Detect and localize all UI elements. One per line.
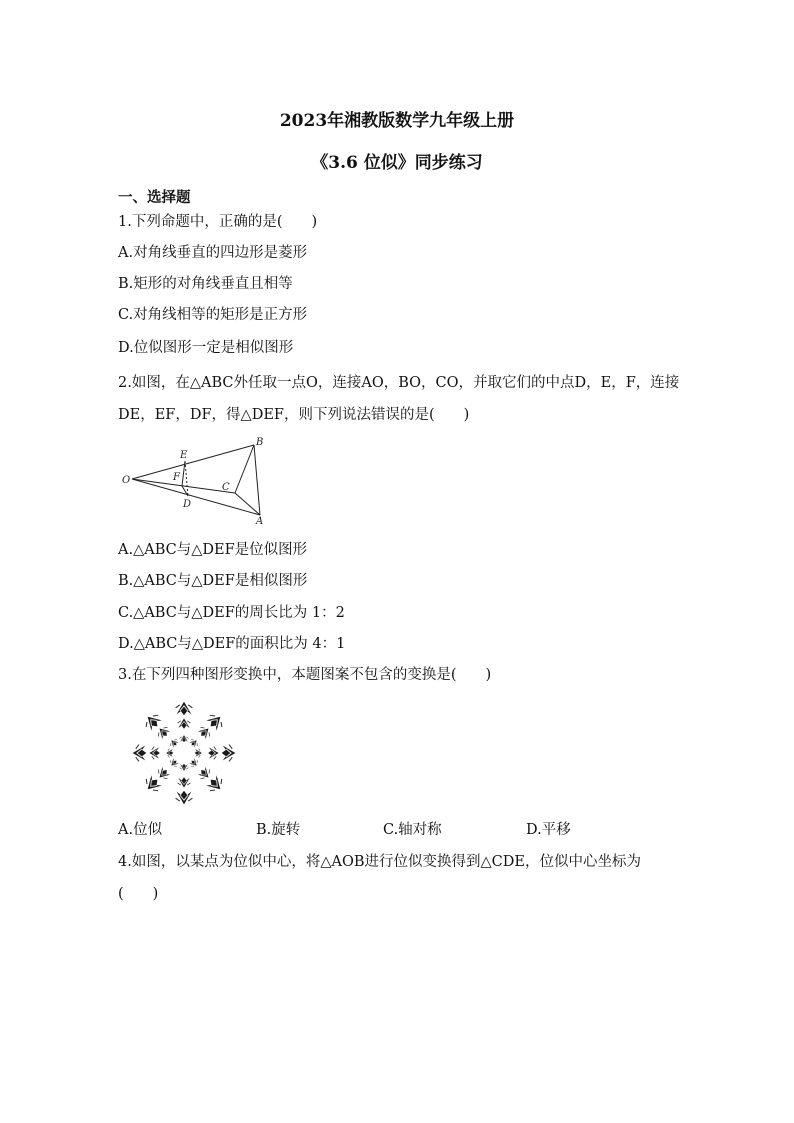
segment-ed-dashed	[185, 461, 188, 496]
document-title: 2023年湘教版数学九年级上册	[279, 111, 515, 131]
label-o: O	[122, 475, 131, 486]
question-2-option-d: D.△ABC与△DEF的面积比为 4：1	[118, 636, 346, 652]
label-e: E	[180, 450, 188, 461]
pattern-motif	[188, 737, 199, 748]
question-1-option-d: D.位似图形一定是相似图形	[118, 340, 294, 356]
question-2-option-c: C.△ABC与△DEF的周长比为 1：2	[118, 605, 345, 621]
pattern-motif	[208, 747, 218, 760]
section-heading: 一、选择题	[118, 189, 191, 206]
pattern-motif	[178, 718, 191, 728]
question-1-option-a: A.对角线垂直的四边形是菱形	[118, 245, 308, 261]
question-3-pattern-figure	[124, 697, 244, 809]
pattern-motif	[133, 745, 147, 762]
segment-oa	[132, 479, 260, 515]
segment-oc	[132, 479, 235, 493]
pattern-motif	[155, 724, 171, 740]
question-2-triangle-figure	[118, 433, 278, 529]
question-2-option-b: B.△ABC与△DEF是相似图形	[118, 573, 308, 589]
pattern-motif	[197, 724, 213, 740]
pattern-motif	[188, 757, 199, 768]
label-b: B	[256, 437, 264, 448]
question-1-option-b: B.矩形的对角线垂直且相等	[118, 276, 293, 292]
segment-fd	[182, 486, 188, 496]
pattern-motif	[155, 766, 171, 782]
pattern-motif	[176, 702, 193, 716]
pattern-motif	[180, 764, 189, 771]
question-2-stem-line1: 2.如图，在△ABC外任取一点O，连接AO，BO，CO，并取它们的中点D，E，F，连接	[118, 375, 680, 391]
question-4-stem-line1: 4.如图，以某点为位似中心，将△AOB进行位似变换得到△CDE，位似中心坐标为	[118, 854, 641, 870]
question-4-stem-line2: ( )	[118, 886, 159, 902]
pattern-motif	[180, 735, 189, 742]
pattern-motif	[168, 737, 179, 748]
pattern-motif	[166, 749, 173, 758]
question-1-option-c: C.对角线相等的矩形是正方形	[118, 307, 308, 323]
pattern-motif	[168, 757, 179, 768]
question-2-stem-line2: DE，EF，DF，得△DEF，则下列说法错误的是( )	[118, 407, 470, 423]
pattern-motif	[222, 745, 236, 762]
label-c: C	[222, 482, 230, 493]
pattern-motif	[149, 747, 159, 760]
question-3-option-b: B.旋转	[256, 822, 301, 838]
question-2-option-a: A.△ABC与△DEF是位似图形	[118, 542, 308, 558]
segment-ob	[132, 445, 254, 479]
question-3-stem: 3.在下列四种图形变换中，本题图案不包含的变换是( )	[118, 667, 492, 683]
pattern-motif	[195, 749, 202, 758]
question-3-option-a: A.位似	[118, 822, 163, 838]
question-3-option-c: C.轴对称	[383, 822, 442, 838]
pattern-motif	[176, 791, 193, 805]
document-subtitle: 《3.6 位似》同步练习	[311, 153, 483, 173]
label-d: D	[183, 499, 192, 510]
pattern-motif	[178, 777, 191, 787]
question-3-option-d: D.平移	[526, 822, 571, 838]
label-a: A	[256, 516, 264, 527]
label-f: F	[173, 472, 180, 483]
pattern-motif	[197, 766, 213, 782]
segment-bc	[235, 445, 254, 493]
question-1-stem: 1.下列命题中，正确的是( )	[118, 214, 318, 230]
segment-ab	[254, 445, 260, 515]
